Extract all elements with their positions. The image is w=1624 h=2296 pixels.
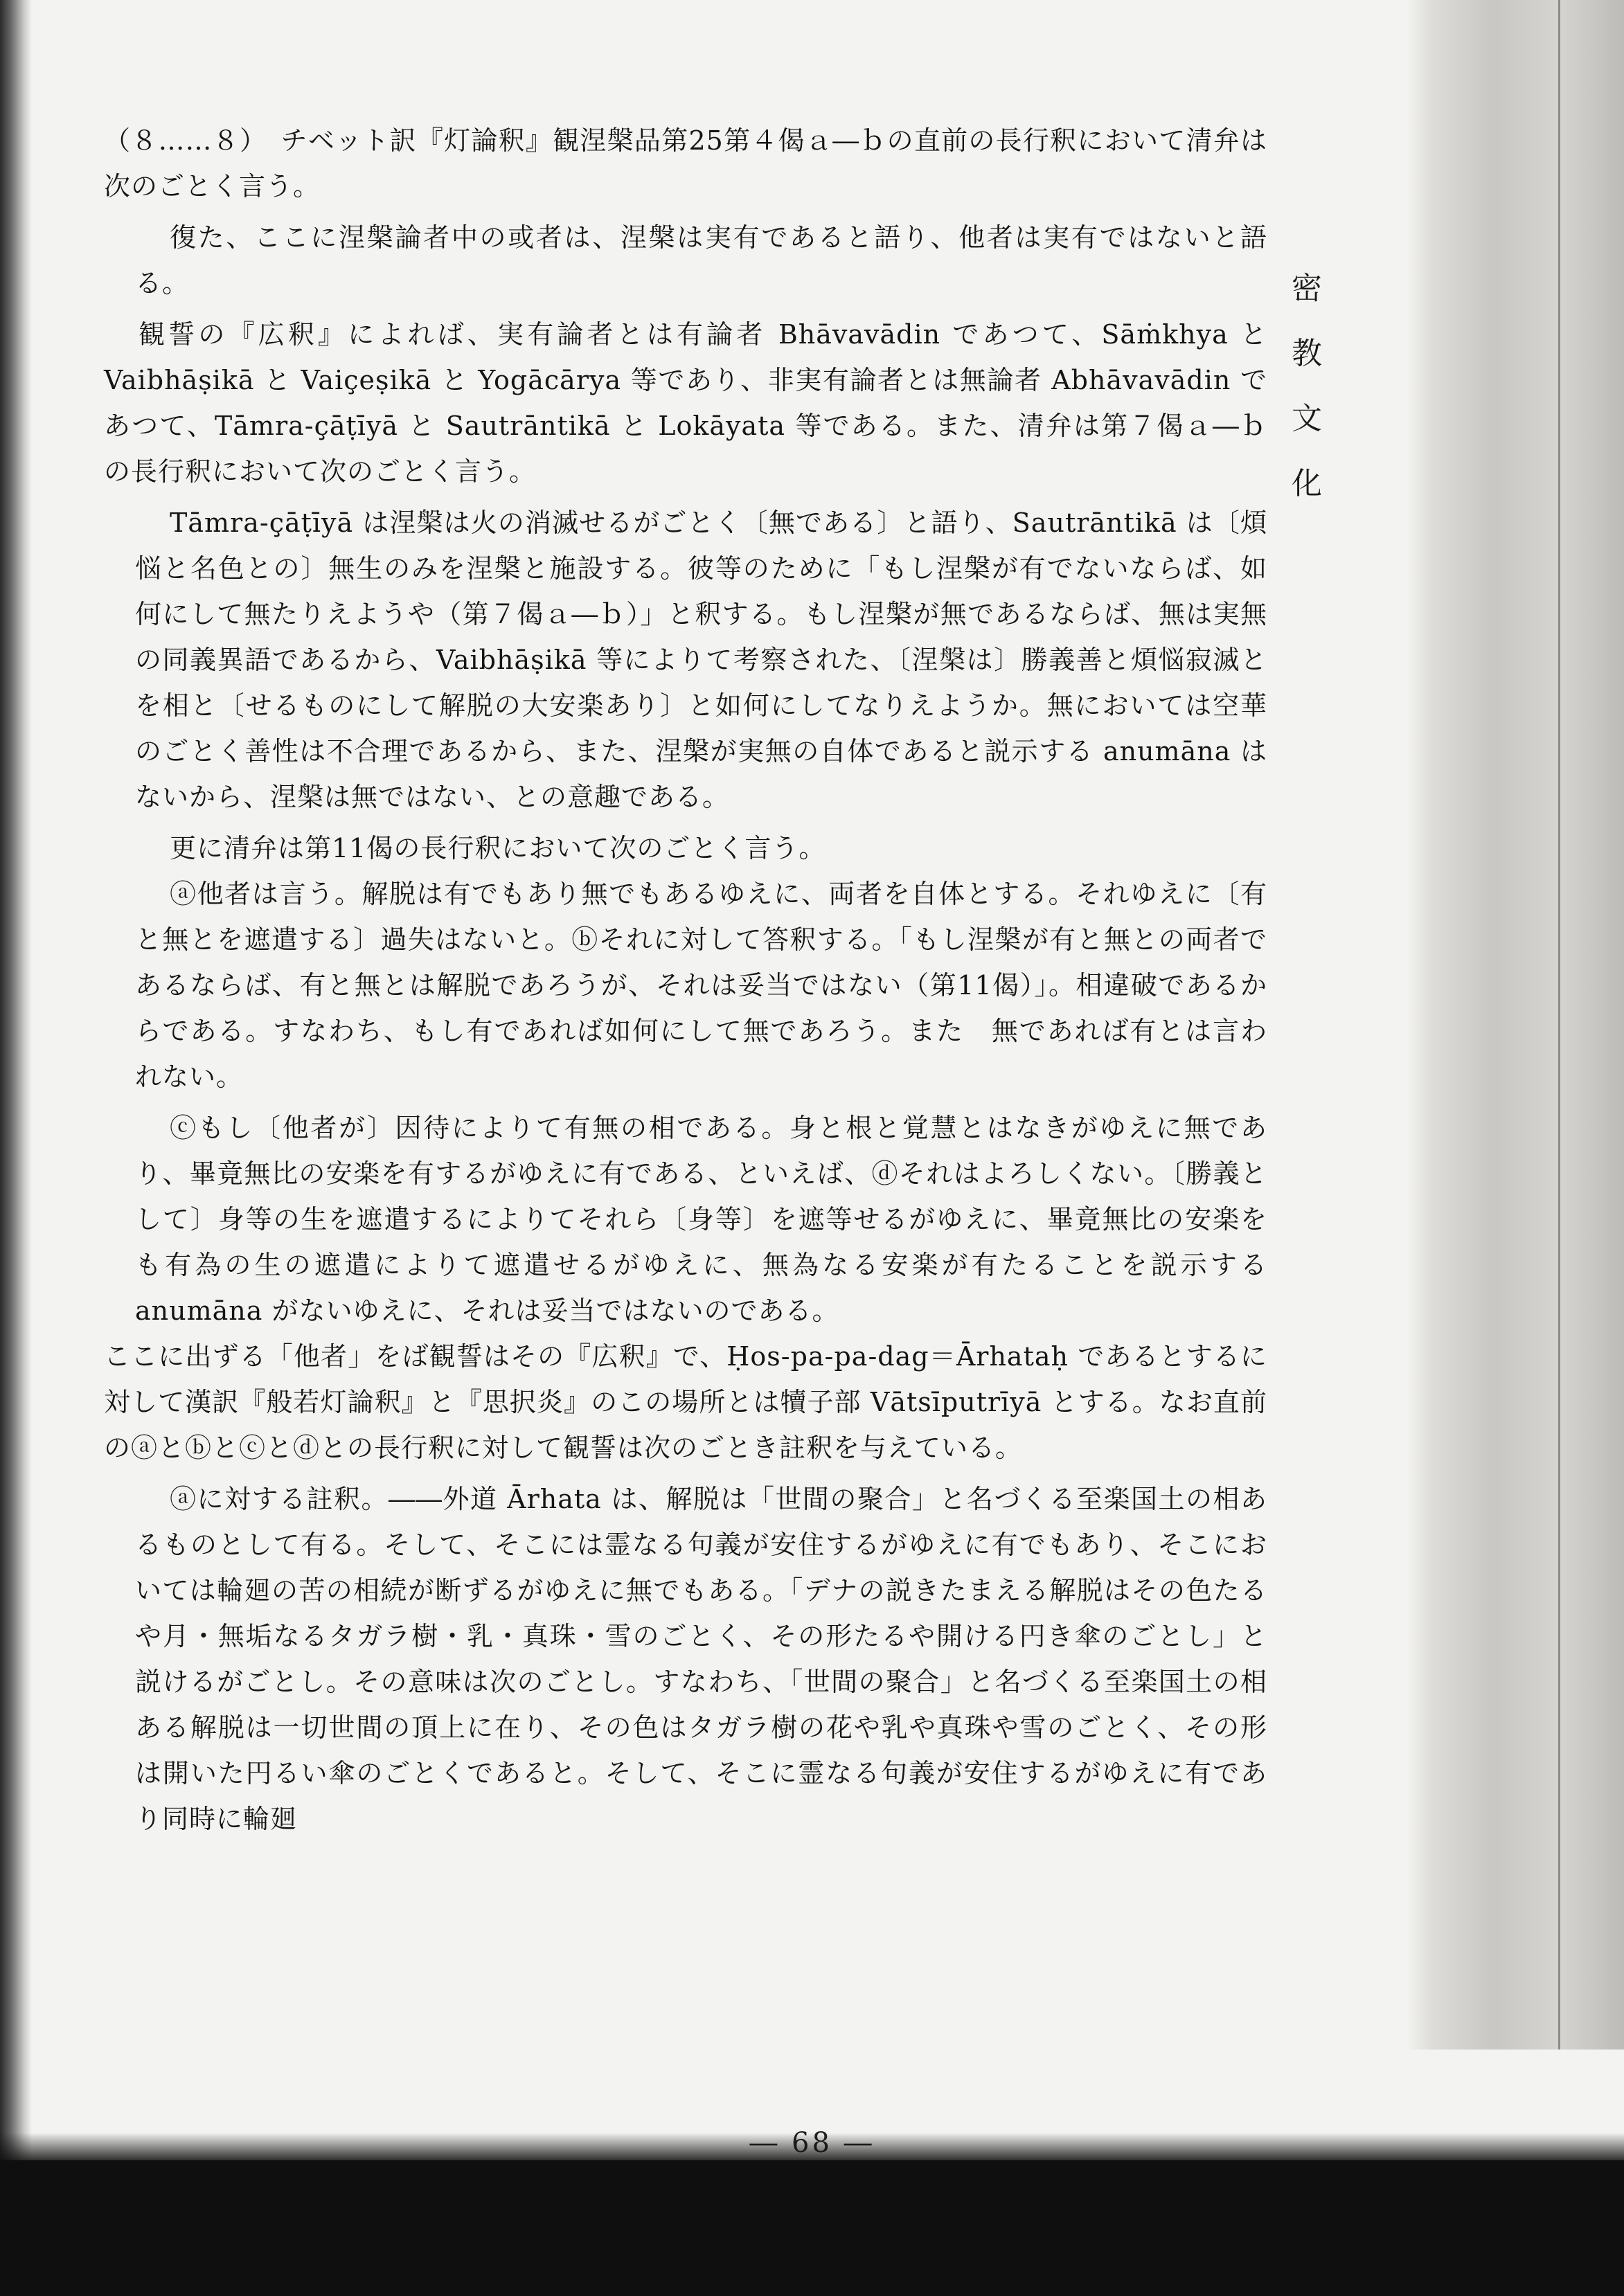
- paragraph-quote-1: 復た、ここに涅槃論者中の或者は、涅槃は実有であると語り、他者は実有ではないと語る。: [135, 222, 1267, 298]
- paragraph-quote-2: Tāmra-çāṭīyā は涅槃は火の消滅せるがごとく〔無である〕と語り、Sautrāntikā は〔煩悩と名色との〕無生のみを涅槃と施設する。彼等のために「もし涅槃が有でないならば、如何にして無たりえようや（第７偈ａ―ｂ）」と釈する。もし涅槃が無であるならば、無は実無の同義異語であるから、Vaibhāṣikā 等によりて考察された、〔涅槃は〕勝義善と煩悩寂滅とを相と〔せるものにして解脱の大安楽あり〕と如何にしてなりえようか。無においては空華のごとく善性は不合理であるから、また、涅槃が実無の自体であると説示する anumāna はないから、涅槃は無ではない、との意趣である。: [135, 508, 1267, 812]
- paragraph-quote-3: ⓐ他者は言う。解脱は有でもあり無でもあるゆえに、両者を自体とする。それゆえに〔有と無とを遮遣する〕過失はないと。ⓑそれに対して答釈する。「もし涅槃が有と無との両者であるならば、有と無とは解脱であろうが、それは妥当ではない（第11偈）」。相違破であるからである。すなわち、もし有であれば如何にして無であろう。また 無であれば有とは言われない。: [135, 879, 1267, 1092]
- scan-left-edge: [0, 0, 32, 2296]
- scan-bottom-band: [0, 2160, 1624, 2296]
- paragraph-commentary-2: ここに出ずる「他者」をば観誓はその『広釈』で、Ḥos-pa-pa-dag＝Ārhataḥ であるとするに対して漢訳『般若灯論釈』と『思択炎』のこの場所とは犢子部 Vātsīputrīyā とする。なお直前のⓐとⓑとⓒとⓓとの長行釈に対して観誓は次のごとき註釈を与えている。: [104, 1341, 1267, 1463]
- scan-right-margin: [1406, 0, 1624, 2050]
- side-title-char: 教: [1292, 336, 1322, 371]
- side-title-char: 文: [1292, 401, 1322, 436]
- paragraph-intro: （８……８） チベット訳『灯論釈』観涅槃品第25第４偈ａ―ｂの直前の長行釈において清弁は次のごとく言う。: [104, 125, 1267, 201]
- page-body: [104, 118, 1267, 1842]
- side-title-char: 化: [1292, 466, 1322, 501]
- paragraph-quote-4: ⓒもし〔他者が〕因待によりて有無の相である。身と根と覚慧とはなきがゆえに無であり、畢竟無比の安楽を有するがゆえに有である、といえば、ⓓそれはよろしくない。〔勝義として〕身等の生を遮遣するによりてそれら〔身等〕を遮等せるがゆえに、畢竟無比の安楽をも有為の生の遮遣によりて遮遣せるがゆえに、無為なる安楽が有たることを説示する anumāna がないゆえに、それは妥当ではないのである。: [135, 1113, 1267, 1326]
- paragraph-annotation-a: ⓐに対する註釈。――外道 Ārhata は、解脱は「世間の聚合」と名づくる至楽国土の相あるものとして有る。そして、そこには霊なる句義が安住するがゆえに有でもあり、そこにおいては輪廻の苦の相続が断ずるがゆえに無でもある。「デナの説きたまえる解脱はその色たるや月・無垢なるタガラ樹・乳・真珠・雪のごとく、その形たるや開ける円き傘のごとし」と説けるがごとし。その意味は次のごとし。すなわち、「世間の聚合」と名づくる至楽国土の相ある解脱は一切世間の頂上に在り、その色はタガラ樹の花や乳や真珠や雪のごとく、その形は開いた円るい傘のごとくであると。そして、そこに霊なる句義が安住するがゆえに有であり同時に輪廻: [135, 1484, 1267, 1834]
- paragraph-intro-11: 更に清弁は第11偈の長行釈において次のごとく言う。: [170, 833, 826, 863]
- journal-side-title: [1290, 256, 1324, 517]
- side-title-char: 密: [1292, 271, 1322, 306]
- paragraph-commentary-1: 観誓の『広釈』によれば、実有論者とは有論者 Bhāvavādin であつて、Sāṁkhya と Vaibhāṣikā と Vaiçeṣikā と Yogācārya 等であり、非実有論者とは無論者 Abhāvavādin であつて、Tāmra-çāṭīyā と Sautrāntikā と Lokāyata 等である。また、清弁は第７偈ａ―ｂの長行釈において次のごとく言う。: [104, 319, 1267, 487]
